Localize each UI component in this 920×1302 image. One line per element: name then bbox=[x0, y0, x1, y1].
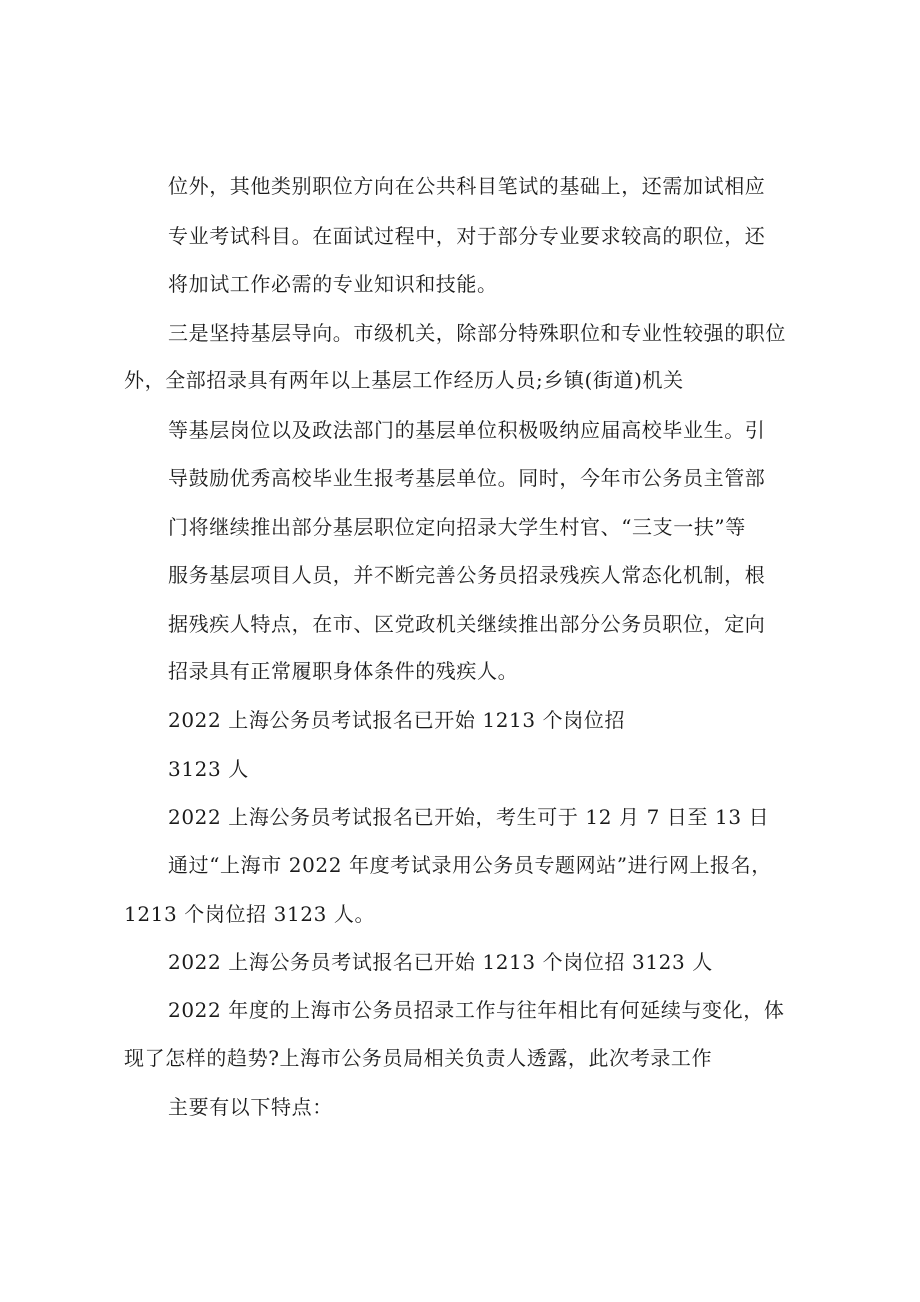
paragraph-line: 外，全部招录具有两年以上基层工作经历人员;乡镇(街道)机关 bbox=[124, 368, 684, 392]
paragraph-line: 位外，其他类别职位方向在公共科目笔试的基础上，还需加试相应 bbox=[168, 174, 766, 198]
paragraph-line: 2022 上海公务员考试报名已开始，考生可于 12 月 7 日至 13 日 bbox=[168, 805, 770, 829]
heading-line: 2022 上海公务员考试报名已开始 1213 个岗位招 3123 人 bbox=[168, 950, 713, 974]
paragraph-line: 主要有以下特点： bbox=[168, 1095, 333, 1119]
paragraph-line: 2022 年度的上海市公务员招录工作与往年相比有何延续与变化，体 bbox=[168, 998, 785, 1022]
paragraph-line: 1213 个岗位招 3123 人。 bbox=[124, 902, 376, 926]
paragraph-line: 招录具有正常履职身体条件的残疾人。 bbox=[168, 659, 519, 683]
paragraph-line: 据残疾人特点，在市、区党政机关继续推出部分公务员职位，定向 bbox=[168, 612, 766, 636]
paragraph-line: 服务基层项目人员，并不断完善公务员招录残疾人常态化机制，根 bbox=[168, 563, 766, 587]
heading-line: 2022 上海公务员考试报名已开始 1213 个岗位招 bbox=[168, 708, 626, 732]
paragraph-line: 现了怎样的趋势?上海市公务员局相关负责人透露，此次考录工作 bbox=[124, 1046, 713, 1070]
paragraph-line: 门将继续推出部分基层职位定向招录大学生村官、“三支一扶”等 bbox=[168, 515, 746, 539]
paragraph-line: 等基层岗位以及政法部门的基层单位积极吸纳应届高校毕业生。引 bbox=[168, 418, 766, 442]
paragraph-line: 三是坚持基层导向。市级机关，除部分特殊职位和专业性较强的职位 bbox=[168, 321, 786, 345]
paragraph-line: 通过“上海市 2022 年度考试录用公务员专题网站”进行网上报名， bbox=[168, 853, 772, 877]
paragraph-line: 导鼓励优秀高校毕业生报考基层单位。同时，今年市公务员主管部 bbox=[168, 466, 766, 490]
paragraph-line: 将加试工作必需的专业知识和技能。 bbox=[168, 272, 498, 296]
heading-line: 3123 人 bbox=[168, 757, 249, 781]
paragraph-line: 专业考试科目。在面试过程中，对于部分专业要求较高的职位，还 bbox=[168, 224, 766, 248]
